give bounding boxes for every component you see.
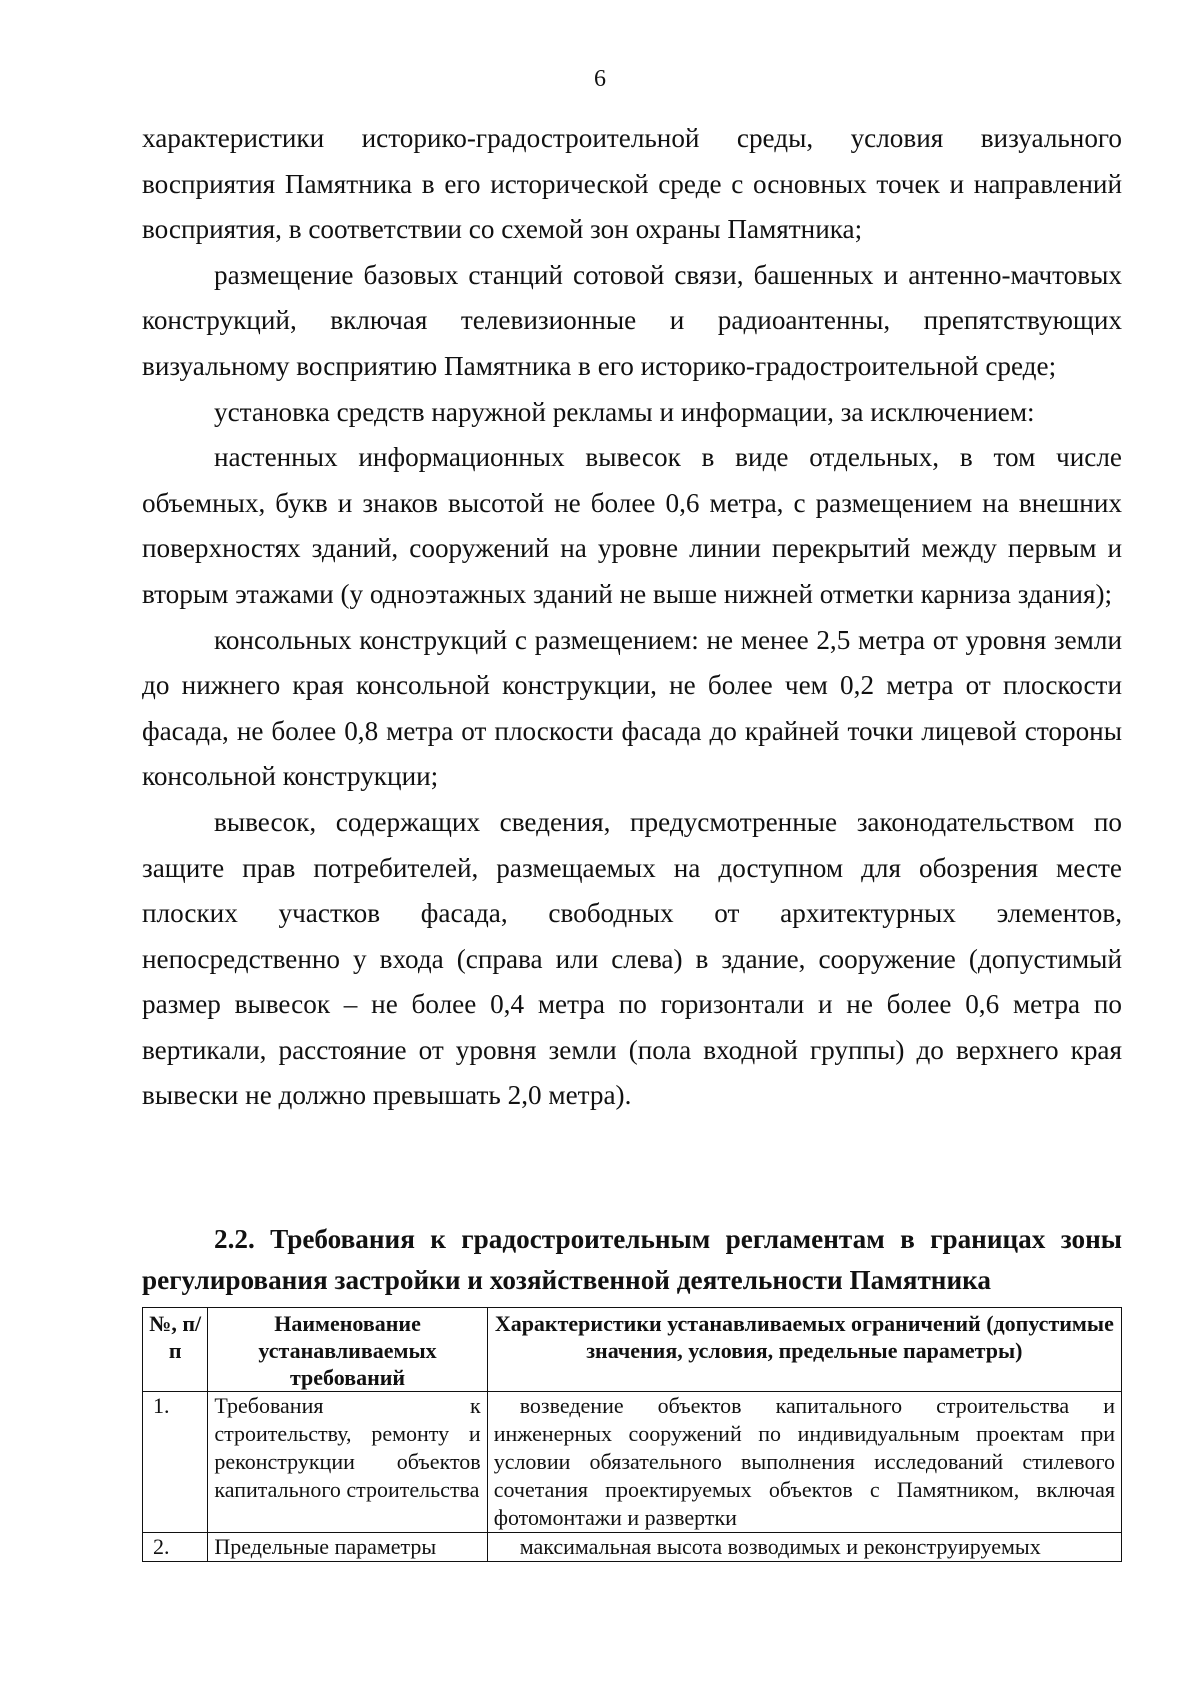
paragraph: настенных информационных вывесок в виде отдельных, в том числе объемных, букв и знаков высотой не более 0,6 метра, с размещением на внешних поверхностях зданий, сооружений на уровне линии перекрытий между первым и вторым этажами (у одноэтажных зданий не выше нижней отметки карниза здания); <box>142 442 1122 609</box>
paragraph: вывесок, содержащих сведения, предусмотренные законодательством по защите прав потребителей, размещаемых на доступном для обозрения месте плоских участков фасада, свободных от архитектурных элементов, непосредственно у входа (справа или слева) в здание, сооружение (допустимый размер вывесок – не более 0,4 метра по горизонтали и не более 0,6 метра по вертикали, расстояние от уровня земли (пола входной группы) до верхнего края вывески не должно превышать 2,0 метра). <box>142 806 1122 1111</box>
row-number: 2. <box>143 1533 208 1562</box>
row-description: максимальная высота возводимых и реконструируемых <box>487 1533 1121 1562</box>
row-name: Предельные параметры <box>208 1533 487 1562</box>
body-text <box>142 116 1122 1119</box>
table-header-row <box>143 1308 1122 1392</box>
row-description: возведение объектов капитального строительства и инженерных сооружений по индивидуальным проектам при условии обязательного выполнения исследований стилевого сочетания проектируемых объектов с Памятником, включая фотомонтажи и развертки <box>487 1392 1121 1533</box>
row-number: 1. <box>143 1392 208 1533</box>
page-number: 6 <box>594 66 606 92</box>
header-requirement-name: Наименование устанавливаемых требований <box>208 1308 487 1392</box>
requirements-table <box>142 1307 1122 1562</box>
table-row <box>143 1392 1122 1533</box>
paragraph: консольных конструкций с размещением: не менее 2,5 метра от уровня земли до нижнего края консольной конструкции, не более чем 0,2 метра от плоскости фасада, не более 0,8 метра от плоскости фасада до крайней точки лицевой стороны консольной конструкции; <box>142 624 1122 792</box>
paragraph: характеристики историко-градостроительной среды, условия визуального восприятия Памятника в его исторической среде с основных точек и направлений восприятия, в соответствии со схемой зон охраны Памятника; <box>142 123 1122 245</box>
header-characteristics: Характеристики устанавливаемых ограничений (допустимые значения, условия, предельные параметры) <box>487 1308 1121 1392</box>
row-name: Требования к строительству, ремонту и реконструкции объектов капитального строительства <box>208 1392 487 1533</box>
paragraph: размещение базовых станций сотовой связи, башенных и антенно-мачтовых конструкций, включая телевизионные и радиоантенны, препятствующих визуальному восприятию Памятника в его историко-градостроительной среде; <box>142 259 1122 381</box>
paragraph: установка средств наружной рекламы и информации, за исключением: <box>214 396 1035 427</box>
section-heading: 2.2. Требования к градостроительным регламентам в границах зоны регулирования застройки и хозяйственной деятельности Памятника <box>142 1224 1122 1295</box>
header-number: №, п/п <box>143 1308 208 1392</box>
table-row <box>143 1533 1122 1562</box>
